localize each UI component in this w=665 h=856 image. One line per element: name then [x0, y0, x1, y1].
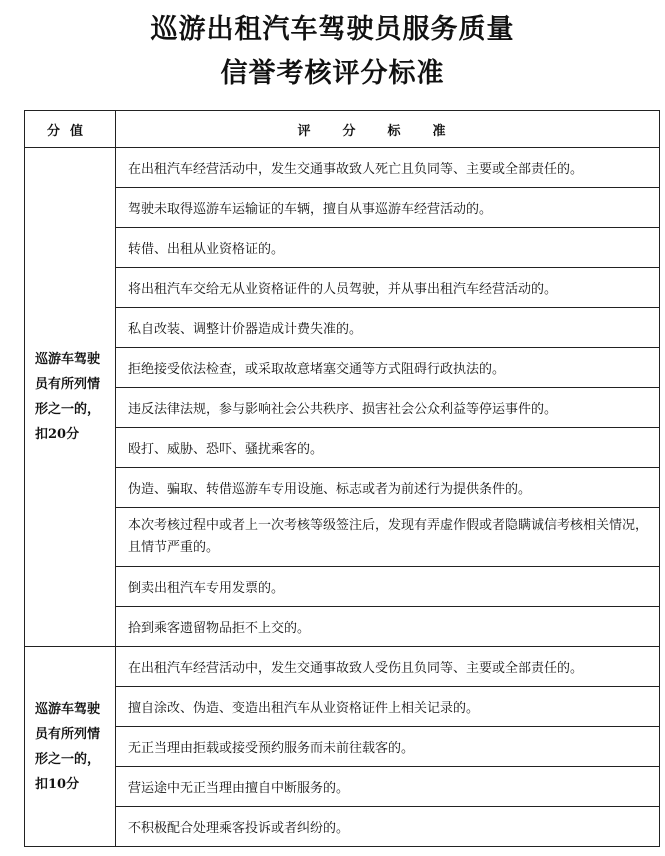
table-row	[25, 508, 660, 567]
criterion: 无正当理由拒载或接受预约服务而未前往载客的。	[116, 727, 660, 767]
table-row	[25, 807, 660, 847]
criterion: 不积极配合处理乘客投诉或者纠纷的。	[116, 807, 660, 847]
table-row	[25, 767, 660, 807]
criterion: 违反法律法规，参与影响社会公共秩序、损害社会公众利益等停运事件的。	[116, 388, 660, 428]
table-row	[25, 607, 660, 647]
criterion: 拒绝接受依法检查，或采取故意堵塞交通等方式阻碍行政执法的。	[116, 348, 660, 388]
criterion: 转借、出租从业资格证的。	[116, 228, 660, 268]
scoring-table	[24, 110, 660, 847]
criterion: 拾到乘客遗留物品拒不上交的。	[116, 607, 660, 647]
category-deduct-20: 巡游车驾驶员有所列情形之一的，扣20分	[25, 148, 116, 647]
table-row	[25, 188, 660, 228]
table-row	[25, 228, 660, 268]
table-row	[25, 308, 660, 348]
table-row	[25, 647, 660, 687]
criterion: 本次考核过程中或者上一次考核等级签注后，发现有弄虚作假或者隐瞒诚信考核相关情况，且情节严重的。	[116, 508, 660, 567]
criterion: 擅自涂改、伪造、变造出租汽车从业资格证件上相关记录的。	[116, 687, 660, 727]
table-row	[25, 428, 660, 468]
criterion: 伪造、骗取、转借巡游车专用设施、标志或者为前述行为提供条件的。	[116, 468, 660, 508]
criterion: 驾驶未取得巡游车运输证的车辆，擅自从事巡游车经营活动的。	[116, 188, 660, 228]
document-title-line1: 巡游出租汽车驾驶员服务质量	[150, 14, 515, 45]
criterion: 将出租汽车交给无从业资格证件的人员驾驶，并从事出租汽车经营活动的。	[116, 268, 660, 308]
table-row	[25, 148, 660, 188]
category-deduct-10: 巡游车驾驶员有所列情形之一的，扣10分	[25, 647, 116, 847]
criterion: 私自改装、调整计价器造成计费失准的。	[116, 308, 660, 348]
document-title-line2: 信誉考核评分标准	[220, 58, 445, 89]
header-score: 分值	[25, 111, 116, 148]
criterion: 殴打、威胁、恐吓、骚扰乘客的。	[116, 428, 660, 468]
table-header-row	[25, 111, 660, 148]
criterion: 在出租汽车经营活动中，发生交通事故致人死亡且负同等、主要或全部责任的。	[116, 148, 660, 188]
criterion: 倒卖出租汽车专用发票的。	[116, 567, 660, 607]
table-row	[25, 727, 660, 767]
table-row	[25, 468, 660, 508]
table-row	[25, 268, 660, 308]
criterion: 在出租汽车经营活动中，发生交通事故致人受伤且负同等、主要或全部责任的。	[116, 647, 660, 687]
header-criteria: 评分标准	[116, 111, 660, 148]
table-row	[25, 348, 660, 388]
table-row	[25, 687, 660, 727]
table-row	[25, 388, 660, 428]
criterion: 营运途中无正当理由擅自中断服务的。	[116, 767, 660, 807]
table-row	[25, 567, 660, 607]
